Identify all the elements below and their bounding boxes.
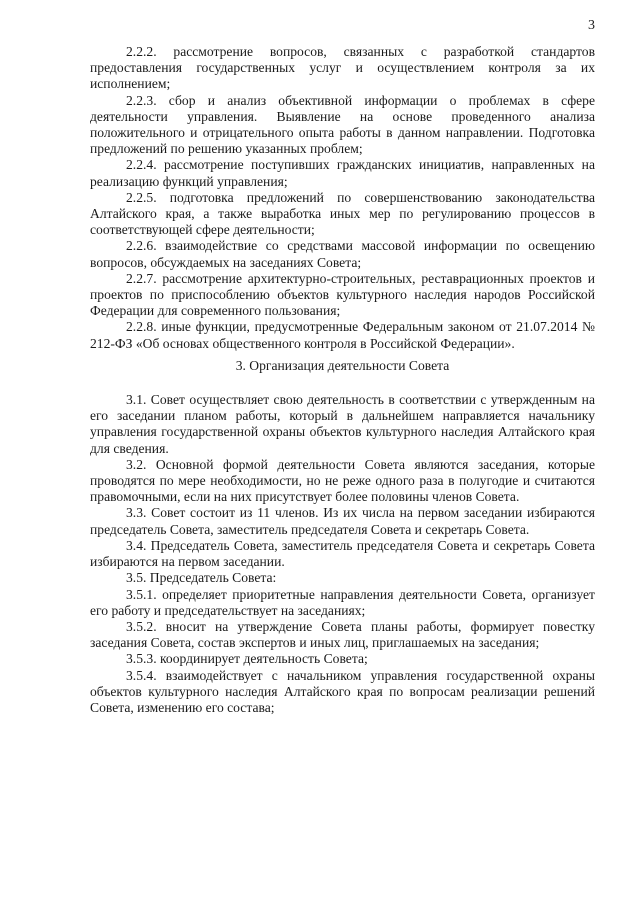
document-body [90,44,595,716]
paragraph-2-2-7: 2.2.7. рассмотрение архитектурно-строительных, реставрационных проектов и проектов по приспособлению объектов культурного наследия народов Российской Федерации для современного пользования; [90,270,595,319]
paragraph-3-5-4: 3.5.4. взаимодействует с начальником управления государственной охраны объектов культурного наследия Алтайского края по вопросам реализации решений Совета, изменению его состава; [90,667,595,715]
paragraph-2-2-3: 2.2.3. сбор и анализ объективной информации о проблемах в сфере деятельности управления. Выявление на основе проведенного анализа положительного и отрицательного опыта работы в данном направлении. Подготовка предложений по решению указанных проблем; [90,92,595,157]
paragraph-2-2-6: 2.2.6. взаимодействие со средствами массовой информации по освещению вопросов, обсуждаемых на заседаниях Совета; [90,238,595,270]
paragraph-2-2-8: 2.2.8. иные функции, предусмотренные Федеральным законом от 21.07.2014 № 212-ФЗ «Об основах общественного контроля в Российской Федерации». [90,319,595,351]
paragraph-3-5: 3.5. Председатель Совета: [126,570,277,586]
paragraph-3-2: 3.2. Основной формой деятельности Совета являются заседания, которые проводятся по мере необходимости, но не реже одного раза в полугодие и считаются правомочными, если на них присутствует более половины членов Совета. [90,456,595,505]
paragraph-3-5-1: 3.5.1. определяет приоритетные направления деятельности Совета, организует его работу и председательствует на заседаниях; [90,586,595,618]
paragraph-3-4: 3.4. Председатель Совета, заместитель председателя Совета и секретарь Совета избираются на первом заседании. [90,537,595,570]
paragraph-3-5-2: 3.5.2. вносит на утверждение Совета планы работы, формирует повестку заседания Совета, состав экспертов и иных лиц, приглашаемых на заседания; [90,618,595,651]
paragraph-3-1: 3.1. Совет осуществляет свою деятельность в соответствии с утвержденным на его заседании планом работы, который в дальнейшем направляется начальнику управления государственной охраны объектов культурного наследия Алтайского края для сведения. [90,392,595,456]
paragraph-2-2-2: 2.2.2. рассмотрение вопросов, связанных с разработкой стандартов предоставления государственных услуг и осуществлением контроля за их исполнением; [90,44,595,92]
paragraph-2-2-4: 2.2.4. рассмотрение поступивших гражданских инициатив, направленных на реализацию функций управления; [90,157,595,189]
section-heading: 3. Организация деятельности Совета [235,357,450,373]
paragraph-3-3: 3.3. Совет состоит из 11 членов. Из их числа на первом заседании избираются председатель Совета, заместитель председателя Совета и секретарь Совета. [90,505,595,537]
paragraph-2-2-5: 2.2.5. подготовка предложений по совершенствованию законодательства Алтайского края, а также выработка иных мер по регулированию процессов в соответствующей сфере деятельности; [90,189,595,238]
paragraph-3-5-3: 3.5.3. координирует деятельность Совета; [126,651,368,667]
page-number: 3 [588,18,595,33]
